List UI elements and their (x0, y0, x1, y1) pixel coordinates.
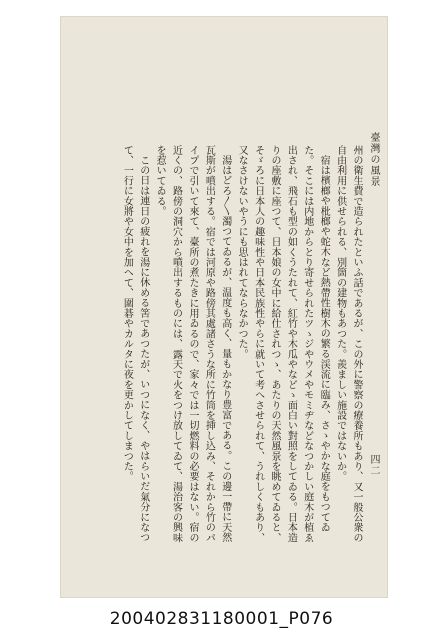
paragraph-1: 州の衛生費で造られたといふ話であるが、この外に警察の療養所もあり、又一般公衆の自由利用に供せられる、別箇の建物もあつた。羨ましい施設ではないか。 (334, 145, 362, 543)
paragraph-4: この日は連日の疲れを湯に休める筈であつたが、いつになく、やはらいだ氣分になつて、一行に女將や女中を加へて、圍碁やカルタに夜を更かしてしまつた。 (121, 145, 149, 543)
page-number: 四二 (368, 454, 379, 476)
book-page (61, 17, 387, 597)
running-title: 臺灣の風景 (368, 132, 379, 187)
body-text (116, 145, 364, 545)
paragraph-3: 湯はどろ〳〵濁つてゐるが、温度も高く、量もかなり豊富である。この邊一帶に天然瓦斯が噴出する。宿では河原や路傍其處諸さうな所に竹筒を挿し込み、それから竹のパイプで引いて來て、臺所の煮たきに用ゐるので、家々では一切燃料の必要はない。宿の近くの、路傍の洞穴から噴出するものには、露天で火をつけ放してゐて、湯治客の興味を惹いてゐる。 (154, 145, 231, 543)
archive-id-caption: 200402831180001_P076 (109, 609, 334, 629)
paragraph-2: 宿は檳榔や枇榔や蛇木など熱帶性樹木の繁る渓流に臨み、さゝやかな庭をもつてゐた。そこには内地からとり寄せられたツゝジやウメやモミヂなどなつかしい庭木が植ゑ出され、飛石も型の如くうたれて、紅竹や木瓜やなどゝ面白い對照をしてゐる。日本造りの座敷に座つて、日本娘の女中に給仕されつゝ、あたりの天然風景を眺めてゐると、そゞろに日本人の趣味性や日本民族性やらに就いて考へさせられて、うれしくもあり、又なさけないやうにも思はれてならなかつた。 (236, 145, 330, 543)
